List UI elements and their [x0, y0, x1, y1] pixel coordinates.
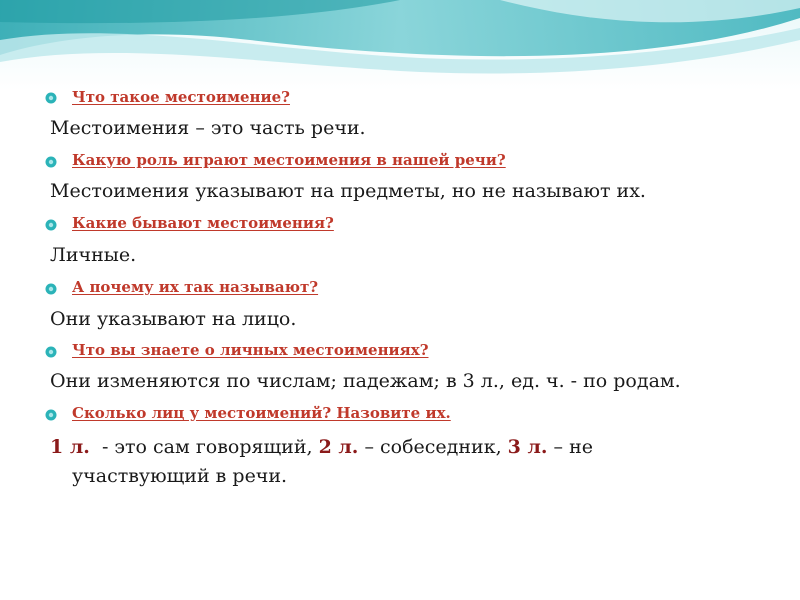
- answer-6-line-1: [50, 436, 593, 458]
- teal-sunburst-bullet-icon: [45, 346, 57, 358]
- question-5: Что вы знаете о личных местоимениях?: [72, 341, 429, 359]
- teal-sunburst-bullet-icon: [45, 92, 57, 104]
- person-1: 1 л.: [50, 436, 90, 458]
- teal-sunburst-bullet-icon: [45, 219, 57, 231]
- teal-sunburst-bullet-icon: [45, 156, 57, 168]
- answer-2: Местоимения указывают на предметы, но не называют их.: [50, 180, 646, 202]
- answer-6-part-3: – не: [547, 436, 594, 458]
- answer-4: Они указывают на лицо.: [50, 308, 297, 330]
- question-1: Что такое местоимение?: [72, 88, 290, 106]
- person-3: 3 л.: [507, 436, 548, 458]
- question-6: Сколько лиц у местоимений? Назовите их.: [72, 404, 451, 422]
- question-4: А почему их так называют?: [72, 278, 319, 296]
- answer-1: Местоимения – это часть речи.: [50, 117, 366, 139]
- answer-3: Личные.: [50, 244, 137, 266]
- answer-5: Они изменяются по числам; падежам; в 3 л., ед. ч. - по родам.: [50, 370, 681, 392]
- answer-6-line-2: участвующий в речи.: [72, 465, 288, 487]
- question-2: Какую роль играют местоимения в нашей речи?: [72, 151, 506, 169]
- question-3: Какие бывают местоимения?: [72, 214, 334, 232]
- teal-sunburst-bullet-icon: [45, 283, 57, 295]
- person-2: 2 л.: [318, 436, 359, 458]
- answer-6-part-2: – собеседник,: [358, 436, 508, 458]
- answer-6-part-1: - это сам говорящий,: [89, 436, 319, 458]
- teal-sunburst-bullet-icon: [45, 409, 57, 421]
